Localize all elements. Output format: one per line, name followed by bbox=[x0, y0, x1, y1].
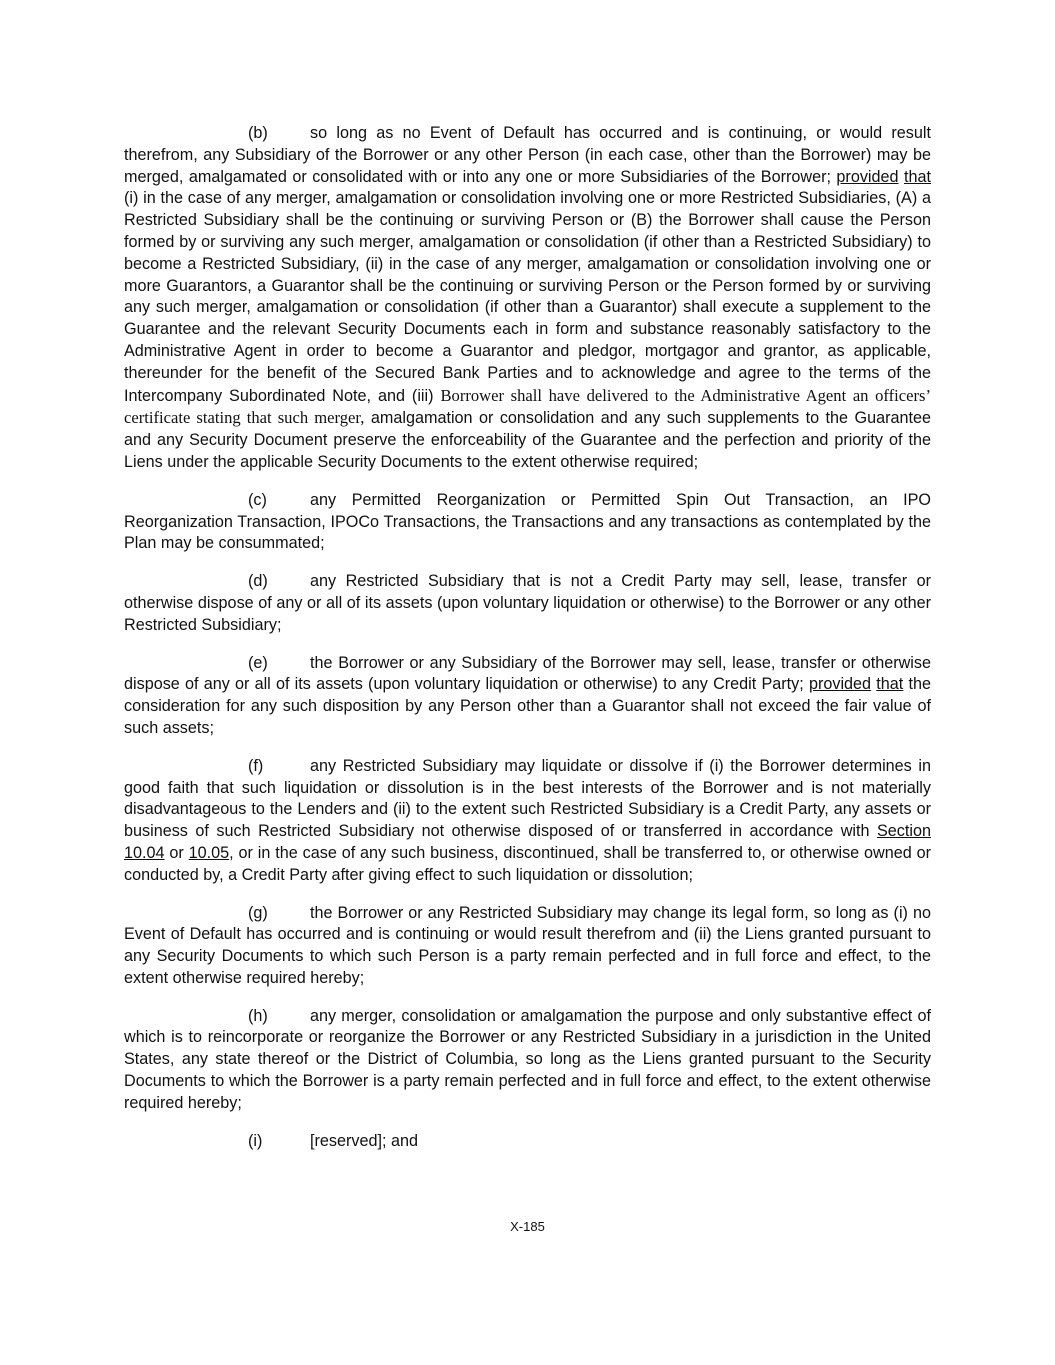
clause-d-label: (d) bbox=[248, 572, 268, 591]
clause-i-label: (i) bbox=[248, 1131, 263, 1150]
clause-e bbox=[124, 653, 931, 740]
section-10-04-link[interactable]: Section 10.04 bbox=[124, 822, 931, 862]
clause-f-or: or bbox=[164, 843, 189, 862]
clause-b-provided: provided bbox=[836, 167, 899, 186]
clause-g bbox=[124, 903, 931, 990]
clause-h-text: any merger, consolidation or amalgamation the purpose and only substantive effect of which is to reincorporate or reorganize the Borrower or any Restricted Subsidiary in a jurisdiction in the United States, any state thereof or the District of Columbia, so long as the Liens granted pursuant to the Security Documents to which the Borrower is a party remain perfected and in full force and effect, to the extent otherwise required hereby; bbox=[124, 1006, 931, 1112]
clause-b-text-2: (i) in the case of any merger, amalgamation or consolidation involving one or more Restricted Subsidiaries, (A) a Restricted Subsidiary shall be the continuing or surviving Person or (B) the Borrower shall cause the Person formed by or surviving any such merger, amalgamation or consolidation (if other than a Restricted Subsidiary) to become a Restricted Subsidiary, (ii) in the case of any merger, amalgamation or consolidation involving one or more Guarantors, a Guarantor shall be the continuing or surviving Person or the Person formed by or surviving any such merger, amalgamation or consolidation (if other than a Guarantor) shall execute a supplement to the Guarantee and the relevant Security Documents each in form and substance reasonably satisfactory to the Administrative Agent in order to become a Guarantor and pledgor, mortgagor and grantor, as applicable, thereunder for the benefit of the Secured Bank Parties and to acknowledge and agree to the terms of the Intercompany Subordinated Note, and (iii) bbox=[124, 189, 931, 405]
clause-f-text-1: any Restricted Subsidiary may liquidate or dissolve if (i) the Borrower determines in good faith that such liquidation or dissolution is in the best interests of the Borrower and is not materially disadvantageous to the Lenders and (ii) to the extent such Restricted Subsidiary is a Credit Party, any assets or business of such Restricted Subsidiary not otherwise disposed of or transferred in accordance with bbox=[124, 756, 931, 841]
clause-b-text-3: Borrower shall have delivered to the Administrative Agent an officers’ certificate stating that such merger, bbox=[124, 385, 931, 428]
clause-g-text: the Borrower or any Restricted Subsidiary may change its legal form, so long as (i) no Event of Default has occurred and is continuing or would result therefrom and (ii) the Liens granted pursuant to any Security Documents to which such Person is a party remain perfected and in full force and effect, to the extent otherwise required hereby; bbox=[124, 903, 931, 987]
clause-e-label: (e) bbox=[248, 653, 268, 672]
clause-b bbox=[124, 123, 931, 474]
page-number: X-185 bbox=[510, 1219, 545, 1234]
section-10-05-link[interactable]: 10.05 bbox=[188, 843, 230, 862]
clause-e-text-1: the Borrower or any Subsidiary of the Borrower may sell, lease, transfer or otherwise dispose of any or all of its assets (upon voluntary liquidation or otherwise) to any Credit Party; bbox=[124, 653, 931, 694]
clause-i bbox=[124, 1131, 931, 1153]
clause-c-label: (c) bbox=[248, 490, 267, 509]
clause-e-that: that bbox=[876, 675, 904, 694]
clause-d bbox=[124, 571, 931, 636]
document-body bbox=[124, 123, 931, 1152]
clause-b-that: that bbox=[903, 167, 931, 186]
clause-c-text: any Permitted Reorganization or Permitted Spin Out Transaction, an IPO Reorganization Transaction, IPOCo Transactions, the Transactions and any transactions as contemplated by the Plan may be consummated; bbox=[124, 490, 931, 553]
clause-b-text-1: so long as no Event of Default has occurred and is continuing, or would result therefrom, any Subsidiary of the Borrower or any other Person (in each case, other than the Borrower) may be merged, amalgamated or consolidated with or into any one or more Subsidiaries of the Borrower; bbox=[124, 124, 931, 186]
clause-i-text: [reserved]; and bbox=[310, 1131, 418, 1150]
clause-h bbox=[124, 1006, 931, 1115]
clause-f bbox=[124, 756, 931, 887]
clause-e-text-2: the consideration for any such disposition by any Person other than a Guarantor shall not exceed the fair value of such assets; bbox=[124, 675, 931, 737]
clause-h-label: (h) bbox=[248, 1006, 268, 1025]
clause-e-provided: provided bbox=[808, 675, 872, 694]
clause-b-text-4: amalgamation or consolidation and any such supplements to the Guarantee and any Security Document preserve the enforceability of the Guarantee and the perfection and priority of the Liens under the applicable Security Documents to the extent otherwise required; bbox=[124, 409, 931, 471]
clause-f-label: (f) bbox=[248, 756, 264, 775]
clause-c bbox=[124, 490, 931, 555]
clause-b-label: (b) bbox=[248, 124, 268, 142]
clause-g-label: (g) bbox=[248, 903, 268, 922]
clause-f-text-2: , or in the case of any such business, discontinued, shall be transferred to, or otherwise owned or conducted by, a Credit Party after giving effect to such liquidation or dissolution; bbox=[124, 843, 931, 884]
clause-d-text: any Restricted Subsidiary that is not a Credit Party may sell, lease, transfer or otherwise dispose of any or all of its assets (upon voluntary liquidation or otherwise) to the Borrower or any other Restricted Subsidiary; bbox=[124, 572, 931, 634]
